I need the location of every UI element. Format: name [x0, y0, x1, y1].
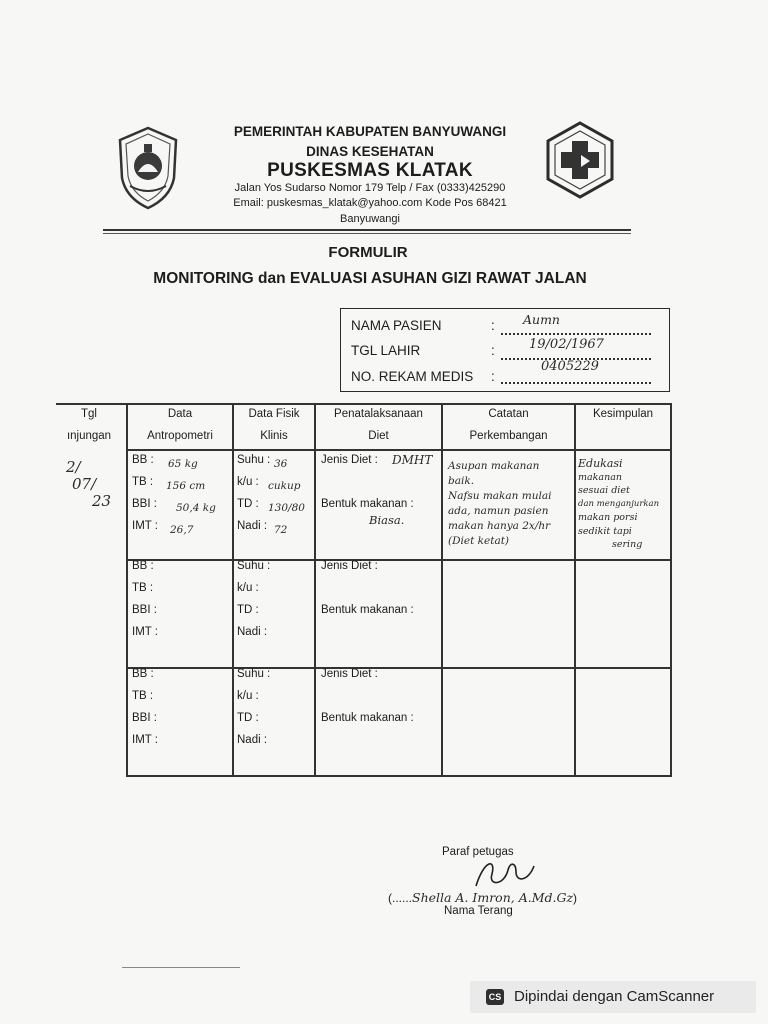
patient-mr-colon: :	[491, 369, 495, 384]
form-subtitle: MONITORING dan EVALUASI ASUHAN GIZI RAWAT JALAN	[153, 270, 587, 287]
row1-catatan: Asupan makanan baik. Nafsu makan mulai ada, namun pasien makan hanya 2x/hr (Diet ketat)	[448, 460, 552, 547]
row1-antropometri-values: 65 kg 156 cm 50,4 kg 26,7	[166, 458, 216, 536]
header-catatan: Catatan Perkembangan	[469, 408, 548, 442]
row1-fisik: Suhu : k/u : TD : Nadi :	[237, 454, 271, 532]
row2-fisik: Suhu : k/u : TD : Nadi :	[237, 560, 271, 638]
col-divider	[314, 403, 316, 777]
nama-terang-label: Nama Terang	[444, 905, 513, 917]
regency-emblem-icon	[116, 126, 180, 210]
camscanner-text: Dipindai dengan CamScanner	[514, 988, 715, 1005]
row3-diet: Jenis Diet : Bentuk makanan :	[321, 668, 414, 724]
row1-fisik-values: 36 cukup 130/80 72	[268, 458, 305, 536]
header-department: DINAS KESEHATAN	[306, 144, 434, 159]
row1-antropometri: BB : TB : BBI : IMT :	[132, 454, 158, 532]
patient-mr-dots	[501, 382, 651, 384]
header-government: PEMERINTAH KABUPATEN BANYUWANGI	[233, 124, 507, 139]
row-divider	[126, 775, 672, 777]
row1-kesimpulan: Edukasi makanan sesuai diet dan menganjurkan makan porsi sedikit tapi sering	[578, 457, 660, 550]
form-title: FORMULIR	[328, 244, 408, 261]
signature-name: Shella A. Imron, A.Md.Gz	[412, 890, 574, 905]
row3-antropometri: BB : TB : BBI : IMT :	[132, 668, 158, 746]
header-email: Email: puskesmas_klatak@yahoo.com Kode Pos 68421	[233, 197, 507, 209]
footer-line	[122, 967, 240, 968]
signature-name-line	[388, 890, 592, 905]
patient-info-box	[340, 308, 670, 392]
paraf-label: Paraf petugas	[442, 846, 514, 858]
row1-jenis-diet-value: DMHT	[392, 453, 433, 467]
col-divider	[126, 403, 128, 777]
header-tgl: Tgl ınjungan	[66, 408, 112, 442]
header-city: Banyuwangi	[340, 213, 400, 225]
patient-dob-label: TGL LAHIR	[351, 343, 421, 358]
row2-antropometri: BB : TB : BBI : IMT :	[132, 560, 158, 638]
row2-diet: Jenis Diet : Bentuk makanan :	[321, 560, 414, 616]
patient-dob-value: 19/02/1967	[529, 337, 604, 352]
camscanner-icon: CS	[486, 989, 504, 1005]
paren-close: )	[573, 891, 578, 905]
patient-name-label: NAMA PASIEN	[351, 318, 442, 333]
header-divider-thin	[103, 233, 631, 234]
row3-fisik: Suhu : k/u : TD : Nadi :	[237, 668, 271, 746]
header-puskesmas: PUSKESMAS KLATAK	[267, 160, 473, 181]
paren-open: (......	[388, 891, 412, 905]
patient-name-dots	[501, 333, 651, 335]
header-kesimpulan: Kesimpulan	[592, 408, 654, 420]
header-antropometri: Data Antropometri	[147, 408, 213, 442]
patient-mr-value: 0405229	[541, 359, 599, 374]
header-divider	[103, 229, 631, 231]
row1-bentuk-value: Biasa.	[369, 513, 405, 527]
patient-name-colon: :	[491, 318, 495, 333]
patient-name-value: Aumn	[523, 312, 560, 327]
col-divider	[232, 403, 234, 777]
header-diet: Penatalaksanaan Diet	[334, 408, 423, 442]
col-divider	[441, 403, 443, 777]
patient-dob-colon: :	[491, 343, 495, 358]
puskesmas-cross-icon	[545, 121, 615, 199]
row1-diet: Jenis Diet : Bentuk makanan :	[321, 454, 414, 510]
camscanner-watermark	[470, 981, 756, 1013]
header-address: Jalan Yos Sudarso Nomor 179 Telp / Fax (0333)425290	[234, 182, 506, 194]
patient-mr-label: NO. REKAM MEDIS	[351, 369, 474, 384]
row1-date: 2/ 07/ 23	[66, 458, 112, 510]
signature-scribble-icon	[470, 856, 540, 892]
header-fisik-klinis: Data Fisik Klinis	[248, 408, 300, 442]
col-divider	[670, 403, 672, 777]
monitoring-table	[56, 403, 672, 777]
